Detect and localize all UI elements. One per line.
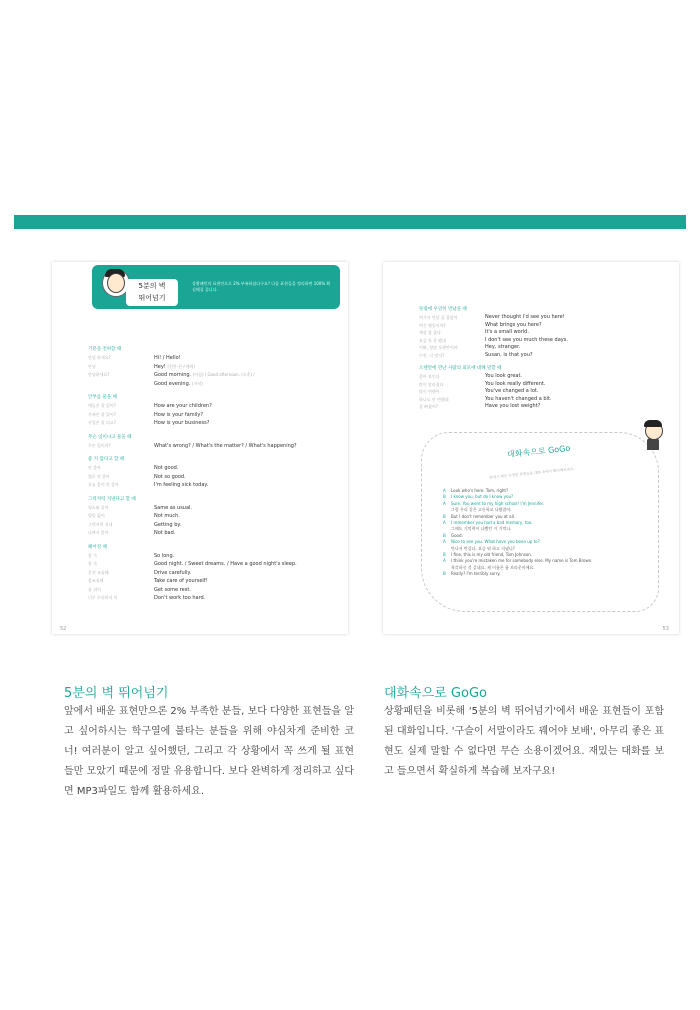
korean-phrase: 여기서 만날 줄 몰랐어 [419,315,458,320]
speaker-label: A [443,558,446,564]
english-text: Don't work too hard. [154,595,206,601]
english-text: Not much. [154,513,180,519]
phrase-row [419,381,659,389]
english-phrase: You haven't changed a bit. [485,395,552,402]
english-text: Good morning. [154,372,192,378]
korean-phrase: 별일 없어 [88,513,105,518]
phrase-row [88,402,340,411]
phrase-row [88,363,340,372]
korean-phrase: 몸조심해 [88,578,104,583]
phrase-row [419,322,659,330]
section-heading: 안부를 물을 때 [88,395,117,400]
speaker-label: A [443,488,446,493]
english-text: How is your family? [154,411,203,418]
phrase-row [88,504,340,513]
speaker-label: B [443,552,446,558]
phrase-row [88,371,340,380]
left-page-image [52,262,348,634]
english-phrase [154,473,186,482]
english-phrase [154,521,181,530]
speaker-label: B [443,532,446,538]
english-text: Not bad. [154,530,176,536]
phrase-row [419,329,659,337]
english-text: Not so good. [154,473,186,480]
english-phrase: You look really different. [485,380,546,387]
character-hair [644,420,662,427]
dialogue-text: 그럼 우리 같은 고등학교 나왔잖아. [451,507,512,513]
english-text: Hey! [154,363,166,370]
english-phrase [154,419,209,428]
korean-phrase: 너무 무리하지 마 [88,595,118,600]
english-text: Not good. [154,465,179,471]
phrase-row [88,512,340,521]
speaker-label: B [443,494,446,500]
korean-phrase: 안녕 [88,363,96,369]
banner-title-line1: 5분의 벽 [138,282,166,290]
dialogue-text: But I don't remember you at all. [451,513,516,519]
korean-phrase: 하나도 안 변했네 [419,396,449,402]
section-heading: 좋 지 않다고 할 때 [88,457,125,462]
english-phrase [154,552,174,561]
speaker-label: A [443,539,446,545]
phrase-list [419,306,659,417]
dialogue-text: Look who's here. Tom, right? [451,488,509,493]
english-phrase: You look great. [485,373,523,379]
english-phrase [154,380,203,389]
english-phrase [154,411,203,420]
english-phrase [154,569,191,578]
gloss-text: (친한 친구에게) [167,363,195,369]
korean-phrase: 안녕하세요? [88,372,110,377]
phrase-section [88,544,340,603]
english-phrase: Susan, is that you? [485,351,533,358]
phrase-row [88,552,340,561]
dialogue-cloud [421,432,659,612]
korean-phrase: 수잔, 너 맞지? [419,352,445,358]
cloud-description: 앞에서 배운 다양한 표현들을 대화 속에서 확인해보세요. [489,466,575,480]
korean-phrase: 애들은 잘 있어? [88,403,116,408]
english-phrase [154,442,297,451]
section-heading: 5분의 벽 뛰어넘기 [64,686,169,701]
english-text: So long. [154,552,175,559]
english-phrase: Never thought I'd see you here! [485,314,565,320]
korean-phrase: 이봐, 정말 오랜만이야 [419,345,458,350]
korean-phrase: 그럭저럭 지내 [88,521,113,527]
speaker-label: B [443,513,446,519]
phrase-list [88,346,340,609]
korean-phrase: 무슨 일이야? [88,442,111,448]
dialogue-text: Good. [451,532,463,538]
section-heading: 기분을 전하할 때 [88,347,122,352]
phrase-section [88,346,340,388]
english-text: Good night. / Sweet dreams. / Have a good night's sleep. [154,561,297,567]
phrase-row [88,442,340,451]
phrase-row [88,560,340,569]
korean-phrase: 좋아 보인다 [419,374,440,379]
english-text: Get some rest. [154,586,191,593]
section-heading: 뜻밖에 우연히 만났을 때 [419,307,467,312]
english-phrase [154,560,297,569]
dialogue-text: Sure. You went to my high school! I'm Jennifer. [451,500,545,506]
phrase-row [88,354,340,363]
english-phrase: It's a small world. [485,329,529,335]
korean-phrase: 여긴 웬일이야? [419,322,446,328]
speaker-label: A [443,520,446,526]
korean-phrase: 요즘 통 못 봤네 [419,337,446,343]
korean-phrase: 운전 조심해 [88,569,109,575]
phrase-row [88,481,340,490]
phrase-row [419,396,659,404]
phrase-row [88,594,340,603]
english-text: Drive carefully. [154,569,192,576]
korean-phrase: 안녕 하세요? [88,355,111,360]
korean-phrase: 좀 쉬어 [88,586,101,592]
phrase-row [88,473,340,482]
gloss-text: (저녁) [191,380,203,386]
gloss-text: (아침) / Good afternoon. (오후) / [192,372,255,377]
phrase-row [88,419,340,428]
dialogue-text: 만나서 반갑다. 요즘 뭐 하고 지냈니? [451,545,515,551]
english-phrase: I don't see you much these days. [485,336,568,343]
section-heading: 헤어질 때 [88,544,107,550]
phrase-section [419,306,659,359]
english-phrase: You've changed a lot. [485,388,539,394]
phrase-row [88,586,340,595]
phrase-section [88,456,340,490]
english-phrase [154,481,208,490]
korean-phrase: 많이 달라졌다 [419,381,444,387]
dialogue-text: Really? I'm terribly sorry. [451,571,501,577]
korean-phrase: 안 좋아 [88,465,101,470]
phrase-row [88,380,340,389]
english-phrase [154,504,192,513]
phrase-row [88,411,340,420]
phrase-row [419,373,659,381]
english-phrase: Hey, stranger. [485,344,521,350]
english-phrase [154,512,180,521]
banner-title [126,279,178,306]
english-phrase [154,402,212,411]
english-text: Good evening. [154,380,191,387]
english-phrase [154,371,255,380]
cloud-title: 대화속으로 GoGo [506,443,571,460]
phrase-row [88,529,340,538]
korean-phrase: 오늘 몸이 안 좋아 [88,482,119,487]
right-page-image [383,262,679,634]
phrase-section [419,365,659,411]
phrase-section [88,434,340,451]
section-paragraph: 앞에서 배운 표현만으론 2% 부족한 분들, 보다 다양한 표현들을 알고 싶어하시는 학구열에 불타는 분들을 위해 야심차게 준비한 코너! 여러분이 알고 싶어했던, 그리고 각 상황에서 꼭 쓰게 될 표현들만 모았기 때문에 정말 유용합니다. 보다 완벽하게 정리하고 싶다면 MP3파일도 함께 활용하세요. [64,706,354,797]
korean-phrase: 살 빠졌어? [419,404,438,409]
phrase-row [419,352,659,360]
english-phrase [154,577,208,586]
korean-phrase: 많이 변했어 [419,389,440,394]
korean-phrase: 평소와 같아 [88,504,109,510]
korean-phrase: 별로 안 좋아 [88,473,110,479]
english-text: Hi! / Hello! [154,355,181,361]
english-phrase [154,464,178,473]
english-phrase [154,363,195,372]
korean-phrase: 세상 참 좁다 [419,330,441,335]
korean-phrase: 잘 가 [88,552,97,558]
korean-phrase: 나쁘지 않아 [88,530,109,535]
dialogue-text: Nice to see you. What have you been up to? [451,539,540,545]
phrase-section [88,394,340,428]
section-paragraph: 상황패턴을 비롯해 '5분의 벽 뛰어넘기'에서 배운 표현들이 포함된 대화입니다. '구슬이 서말이라도 꿰어야 보배', 아무리 좋은 표현도 실제 말할 수 없다면 무슨 소용이겠어요. 재밌는 대화를 보고 들으면서 확실하게 복습해 보자구요! [384,706,664,777]
english-text: What's wrong? / What's the matter? / What's happening? [154,442,297,449]
section-heading: 그럭저럭 지낸다고 할 때 [88,496,136,502]
dialogue-text: 그때도 기억력이 나빴던 거 기억나. [451,526,512,532]
dialogue-text: I know you, but do I know you? [451,494,514,500]
english-phrase [154,594,205,603]
korean-phrase: 가족은 잘 있어? [88,411,116,417]
english-phrase [154,354,181,363]
phrase-row [88,464,340,473]
dialogue-text: I fine, this is my old friend, Tom Johnson. [451,552,533,558]
section-heading: 대화속으로 GoGo [384,686,487,701]
phrase-row [419,403,659,411]
banner-title-line2: 뛰어넘기 [138,294,166,302]
teal-band [14,215,686,229]
dialogue-text: 착각하신 것 같네요. 제 이름은 톰 브라운이에요. [451,564,535,570]
phrase-row [419,337,659,345]
english-text: Take care of yourself! [154,578,208,584]
dialogue [443,488,643,578]
page-number: 52 [60,626,67,632]
english-phrase: What brings you here? [485,321,542,328]
korean-phrase: 사업은 잘 되고? [88,420,116,425]
character-icon [641,422,665,452]
english-text: Getting by. [154,521,182,528]
phrase-row [88,577,340,586]
korean-phrase: 잘 자 [88,561,97,566]
korean-phrase [88,380,154,389]
phrase-section [88,496,340,538]
phrase-row [88,521,340,530]
character-face [107,273,125,293]
section-heading: 오랜만에 만난 사람의 외모에 대해 말할 때 [419,366,502,371]
phrase-row [88,569,340,578]
phrase-row [419,344,659,352]
english-phrase [154,529,175,538]
english-text: I'm feeling sick today. [154,482,209,488]
dialogue-text: I think you're mistaken me for somebody else. My name is Tom Brown. [451,558,593,564]
section-heading: 무슨 일이냐고 물을 때 [88,434,132,440]
banner-subtitle: 상황패턴의 표현만으로 2% 부족하셨다구요? 다음 표현들을 정리하면 100% 확실해질 겁니다. [192,281,331,292]
english-phrase: Have you lost weight? [485,403,541,409]
dialogue-text: I remember you had a bad memory, too. [451,520,533,526]
dialogue-line [443,571,643,577]
speaker-label: B [443,571,446,577]
phrase-row [419,314,659,322]
speaker-label: A [443,500,446,506]
phrase-row [419,388,659,396]
english-text: Same as usual. [154,504,193,511]
english-phrase [154,586,191,595]
banner [92,265,340,309]
page-number: 53 [662,626,669,632]
english-text: How are your children? [154,403,212,409]
english-text: How is your business? [154,420,210,426]
